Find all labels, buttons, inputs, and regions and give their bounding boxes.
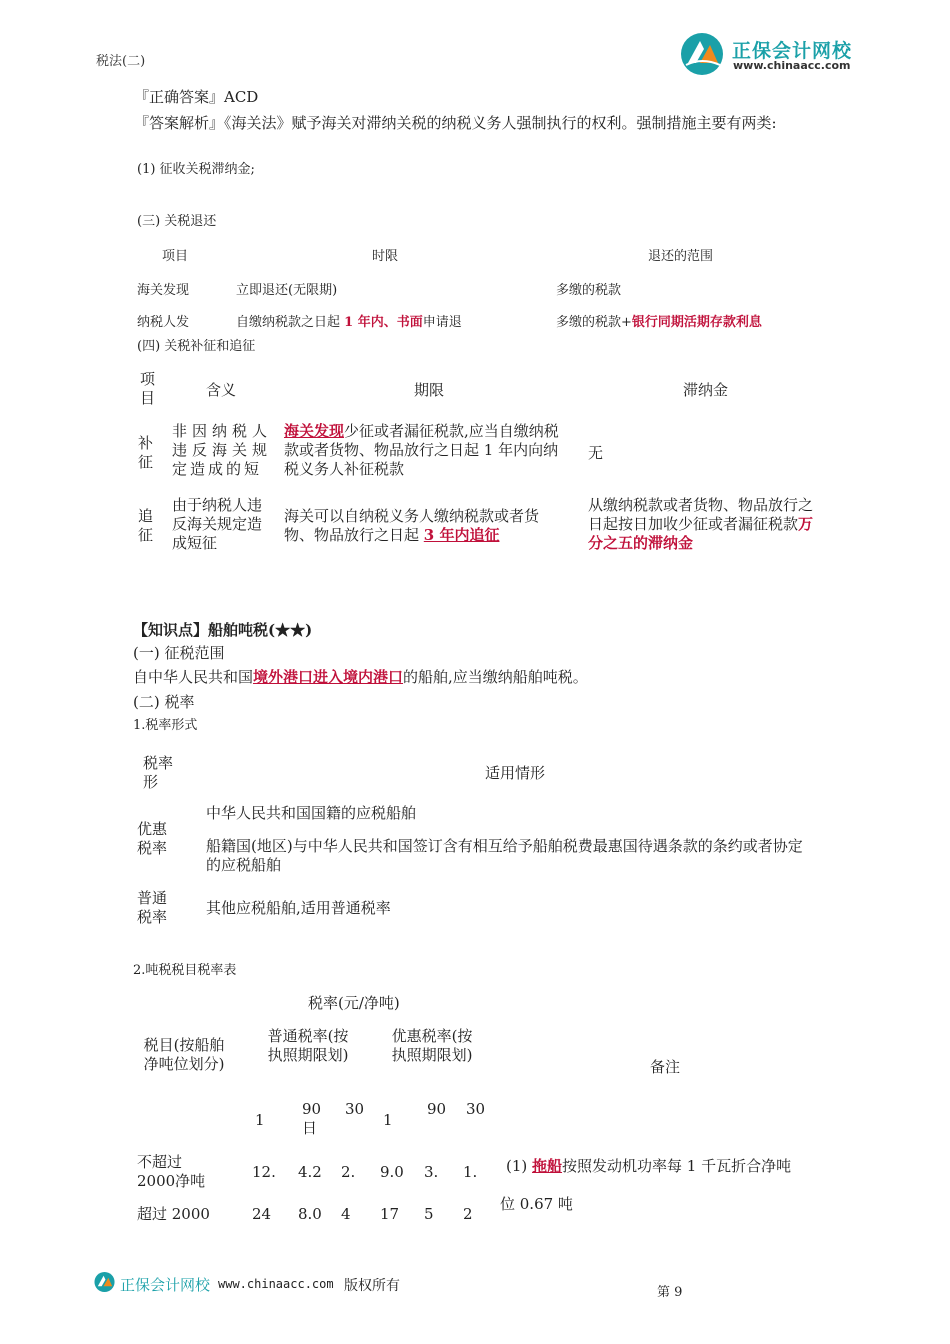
- footer-page: 第 9: [657, 1285, 683, 1300]
- tariff-row1-v4: 9.0: [380, 1163, 404, 1181]
- tariff-col-general: 普通税率(按执照期限划): [267, 1027, 349, 1064]
- port-highlight: 境外港口进入境内港口: [253, 668, 404, 686]
- rate-form-title: 1.税率形式: [133, 718, 198, 733]
- tariff-row2-v6: 2: [463, 1205, 473, 1223]
- recover-header-period: 期限: [414, 381, 445, 399]
- rate-form-pref-line1: 中华人民共和国国籍的应税船舶: [206, 804, 417, 822]
- tariff-row2-v4: 17: [380, 1205, 400, 1223]
- refund-row2-scope: 多缴的税款+银行同期活期存款利息: [556, 315, 762, 330]
- tariff-sub-general-30d: 30: [345, 1100, 365, 1118]
- recover-row-pursue-item: 追征: [138, 507, 154, 544]
- tariff-row1-v2: 4.2: [298, 1163, 322, 1181]
- brand-url: www.chinaacc.com: [733, 59, 851, 72]
- tariff-row1-v5: 3.: [424, 1163, 439, 1181]
- refund-header-time: 时限: [372, 249, 399, 264]
- recover-row-pursue-fee: 从缴纳税款或者货物、物品放行之日起按日加收少征或者漏征税款万分之五的滞纳金: [588, 496, 814, 552]
- section3-title: (三) 关税退还: [137, 214, 217, 229]
- rate-form-header-form: 税率形: [143, 754, 174, 791]
- brand-logo[interactable]: [678, 31, 728, 81]
- scope-title: (一) 征税范围: [133, 644, 225, 662]
- recover-row-pursue-period: 海关可以自纳税义务人缴纳税款或者货物、物品放行之日起 3 年内追征: [284, 507, 540, 544]
- tariff-note-line2: 位 0.67 吨: [500, 1195, 573, 1213]
- tariff-sub-pref-30d: 30: [466, 1100, 486, 1118]
- three-year-highlight: 3 年内追征: [423, 526, 500, 544]
- recover-header-item: 项目: [140, 370, 156, 407]
- recover-row-supplement-item: 补征: [138, 434, 154, 471]
- rate-form-general-label: 普通税率: [137, 889, 168, 926]
- tariff-row2-v3: 4: [341, 1205, 351, 1223]
- recover-header-fee: 滞纳金: [683, 381, 729, 399]
- tariff-col-pref: 优惠税率(按执照期限划): [391, 1027, 473, 1064]
- analysis-item-1: (1) 征收关税滞纳金;: [137, 162, 255, 177]
- tariff-sub-pref-90d: 90: [427, 1100, 447, 1118]
- refund-row1-item: 海关发现: [137, 283, 190, 298]
- answer-analysis: 『答案解析』《海关法》赋予海关对滞纳关税的纳税义务人强制执行的权利。强制措施主要有两类:: [134, 114, 777, 132]
- refund-header-item: 项目: [162, 249, 189, 264]
- tariff-row2-v1: 24: [252, 1205, 272, 1223]
- brand-name: 正保会计网校: [732, 40, 853, 62]
- tariff-row1-item: 不超过 2000净吨: [137, 1153, 206, 1190]
- tariff-col-note: 备注: [650, 1058, 681, 1076]
- footer-logo[interactable]: [93, 1271, 117, 1297]
- tariff-row2-v2: 8.0: [298, 1205, 322, 1223]
- tariff-title: 2.吨税税目税率表: [133, 963, 237, 978]
- tariff-row1-v3: 2.: [341, 1163, 356, 1181]
- recover-row-supplement-period: 海关发现少征或者漏征税款,应当自缴纳税款或者货物、物品放行之日起 1 年内向纳税义务人补征税款: [284, 422, 559, 478]
- tariff-row1-v6: 1.: [463, 1163, 478, 1181]
- tariff-row1-v1: 12.: [252, 1163, 276, 1181]
- refund-header-scope: 退还的范围: [648, 249, 714, 264]
- correct-answer: 『正确答案』ACD: [134, 88, 259, 106]
- knowledge-title: 【知识点】船舶吨税(★★): [133, 621, 313, 639]
- tariff-row2-v5: 5: [424, 1205, 434, 1223]
- tariff-col-item: 税目(按船舶净吨位划分): [143, 1036, 225, 1073]
- tugboat-highlight: 拖船: [532, 1157, 563, 1175]
- tariff-sub-general-1y: 1: [255, 1111, 265, 1129]
- recover-row-supplement-meaning: 非因纳税人违反海关规定造成的短: [172, 422, 270, 478]
- brand-logo-icon: [678, 31, 728, 77]
- section4-title: (四) 关税补征和追征: [137, 339, 256, 354]
- refund-row2-item: 纳税人发: [137, 315, 190, 330]
- tariff-sub-general-90d: 90日: [302, 1100, 322, 1137]
- tariff-sub-pref-1y: 1: [383, 1111, 393, 1129]
- rate-form-pref-line2: 船籍国(地区)与中华人民共和国签订含有相互给予船舶税费最惠国待遇条款的条约或者协定的应税船舶: [206, 837, 803, 874]
- refund-row1-scope: 多缴的税款: [556, 283, 622, 298]
- tariff-rate-header: 税率(元/净吨): [308, 994, 400, 1012]
- recover-row-pursue-meaning: 由于纳税人违反海关规定造成短征: [172, 496, 263, 552]
- refund-row1-time: 立即退还(无限期): [236, 283, 338, 298]
- rate-form-pref-label: 优惠税率: [137, 820, 168, 857]
- rate-form-general-case: 其他应税船舶,适用普通税率: [206, 899, 391, 917]
- footer-rights: 版权所有: [344, 1278, 400, 1294]
- rate-form-header-case: 适用情形: [485, 764, 546, 782]
- scope-text: 自中华人民共和国境外港口进入境内港口的船舶,应当缴纳船舶吨税。: [133, 668, 588, 686]
- footer-brand: 正保会计网校: [120, 1276, 211, 1294]
- tariff-note: (1) 拖船按照发动机功率每 1 千瓦折合净吨: [506, 1157, 792, 1175]
- footer-url[interactable]: www.chinaacc.com: [218, 1277, 334, 1291]
- recover-header-meaning: 含义: [206, 381, 237, 399]
- rate-title: (二) 税率: [133, 693, 195, 711]
- refund-row2-time: 自缴纳税款之日起 1 年内、书面申请退: [236, 315, 462, 330]
- recover-row-supplement-fee: 无: [588, 444, 604, 462]
- footer-logo-icon: [93, 1271, 117, 1293]
- customs-discover-highlight: 海关发现: [284, 422, 345, 440]
- header-left-fragment: 税法(二): [96, 54, 146, 69]
- tariff-row2-item: 超过 2000: [137, 1205, 210, 1223]
